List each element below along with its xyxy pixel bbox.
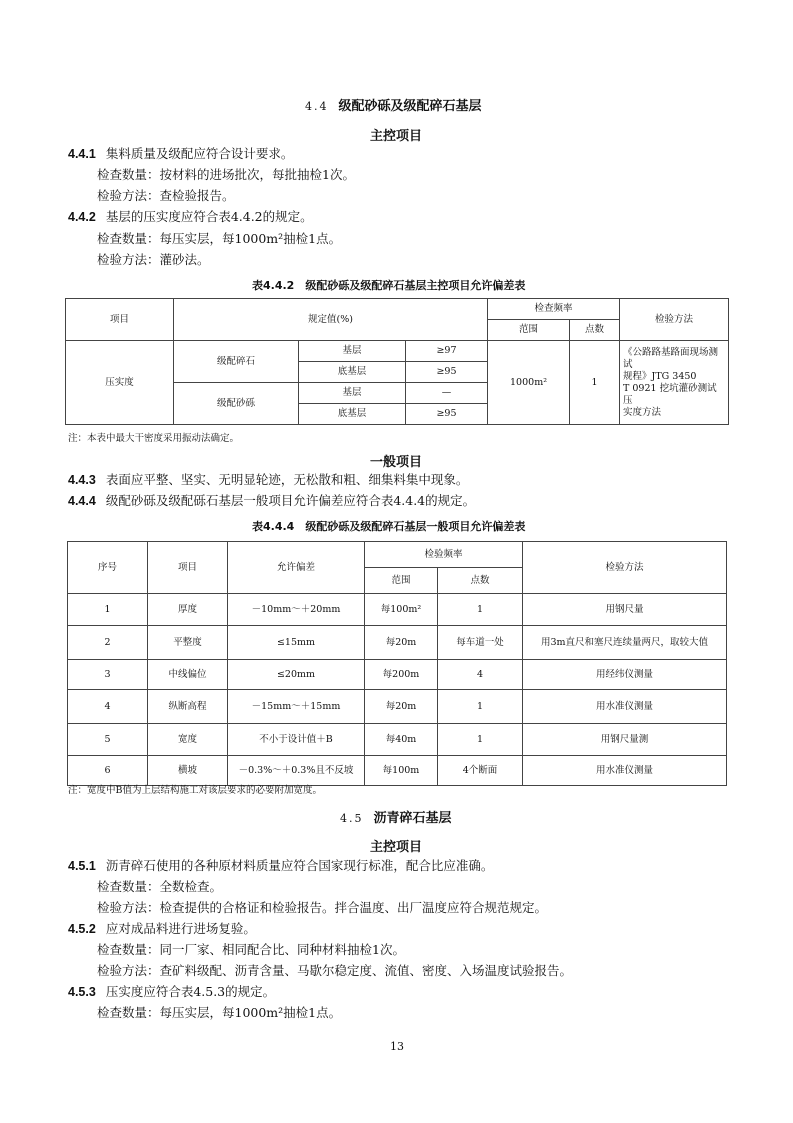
method-cell: 用3m直尺和塞尺连续量两尺，取较大值: [523, 626, 727, 660]
seq-cell: 3: [68, 660, 148, 690]
item-compaction: 压实度: [66, 341, 174, 425]
header-method: 检验方法: [620, 299, 729, 341]
table-row: [68, 594, 727, 626]
header-seq: 序号: [68, 542, 148, 594]
range-cell: 每20m: [365, 626, 438, 660]
item-cell: 横坡: [148, 756, 228, 786]
layer-cell: 基层: [299, 341, 406, 362]
table-row: [68, 690, 727, 724]
method-cell: 用钢尺量: [523, 594, 727, 626]
header-frequency: 检查频率: [488, 299, 620, 320]
section-title: 级配砂砾及级配碎石基层: [338, 99, 482, 114]
range-cell: 每40m: [365, 724, 438, 756]
tolerance-cell: 不小于设计值＋B: [228, 724, 365, 756]
material-graded-gravel-stone: 级配碎石: [174, 341, 299, 383]
clause-4-4-3: [68, 472, 468, 488]
tolerance-cell: ≤20mm: [228, 660, 365, 690]
item-cell: 纵断高程: [148, 690, 228, 724]
tolerance-cell: －15mm～＋15mm: [228, 690, 365, 724]
clause-4-5-3-quantity: 检查数量：每压实层，每1000m²抽检1点。: [97, 1005, 342, 1020]
header-method: 检验方法: [523, 542, 727, 594]
clause-4-4-4: [68, 493, 475, 509]
points-cell: 4: [438, 660, 523, 690]
item-cell: 宽度: [148, 724, 228, 756]
header-frequency: 检验频率: [365, 542, 523, 568]
clause-4-4-2-quantity: 检查数量：每压实层，每1000m²抽检1点。: [97, 231, 342, 246]
range-cell: 每100m²: [365, 594, 438, 626]
clause-4-4-2: [68, 209, 313, 225]
points-cell: 1: [438, 724, 523, 756]
clause-text: 级配砂砾及级配砾石基层一般项目允许偏差应符合表4.4.4的规定。: [105, 493, 476, 508]
method-line: 规程》JTG 3450: [623, 370, 697, 382]
clause-4-4-1-quantity: 检查数量：按材料的进场批次，每批抽检1次。: [97, 167, 355, 182]
clause-4-4-2-method: 检验方法：灌砂法。: [97, 252, 210, 267]
value-cell: ≥95: [406, 362, 488, 383]
tolerance-cell: －0.3%～＋0.3%且不反坡: [228, 756, 365, 786]
range-cell: 1000m²: [488, 341, 570, 425]
table-row: [68, 724, 727, 756]
clause-number: 4.4.1: [68, 147, 96, 161]
clause-4-5-1-method: 检验方法：检查提供的合格证和检验报告。拌合温度、出厂温度应符合规范规定。: [97, 900, 548, 915]
tolerance-cell: ≤15mm: [228, 626, 365, 660]
item-cell: 平整度: [148, 626, 228, 660]
header-item: 项目: [148, 542, 228, 594]
table-4-4-2-caption: 表4.4.2 级配砂砾及级配碎石基层主控项目允许偏差表: [252, 279, 526, 292]
method-cell: 用钢尺量测: [523, 724, 727, 756]
range-cell: 每100m: [365, 756, 438, 786]
clause-number: 4.5.3: [68, 985, 96, 999]
layer-cell: 底基层: [299, 362, 406, 383]
points-cell: 1: [570, 341, 620, 425]
layer-cell: 基层: [299, 383, 406, 404]
clause-4-4-1-method: 检验方法：查检验报告。: [97, 188, 235, 203]
section-4-4-heading: [305, 95, 482, 114]
clause-number: 4.4.4: [68, 494, 96, 508]
method-line: T 0921 挖坑灌砂测试压: [623, 382, 717, 406]
clause-4-5-2: [68, 921, 256, 937]
method-line: 《公路路基路面现场测试: [623, 346, 719, 370]
material-graded-sand-gravel: 级配砂砾: [174, 383, 299, 425]
tolerance-cell: －10mm～＋20mm: [228, 594, 365, 626]
points-cell: 1: [438, 594, 523, 626]
table-row: [68, 626, 727, 660]
seq-cell: 5: [68, 724, 148, 756]
method-cell: 用水准仪测量: [523, 756, 727, 786]
clause-number: 4.4.2: [68, 210, 96, 224]
header-points: 点数: [438, 568, 523, 594]
value-cell: ≥97: [406, 341, 488, 362]
header-spec: 规定值(%): [174, 299, 488, 341]
clause-text: 压实度应符合表4.5.3的规定。: [105, 984, 276, 999]
clause-4-4-1: [68, 146, 293, 162]
header-item: 项目: [66, 299, 174, 341]
page-number: 13: [390, 1040, 404, 1053]
header-range: 范围: [488, 320, 570, 341]
clause-4-5-1: [68, 858, 493, 874]
points-cell: 4个断面: [438, 756, 523, 786]
clause-number: 4.4.3: [68, 473, 96, 487]
table-4-4-2-note: 注：本表中最大干密度采用振动法确定。: [68, 433, 240, 444]
table-4-4-4-caption: 表4.4.4 级配砂砾及级配碎石基层一般项目允许偏差表: [252, 520, 526, 533]
clause-4-5-2-method: 检验方法：查矿料级配、沥青含量、马歇尔稳定度、流值、密度、入场温度试验报告。: [97, 963, 573, 978]
header-range: 范围: [365, 568, 438, 594]
seq-cell: 1: [68, 594, 148, 626]
clause-text: 沥青碎石使用的各种原材料质量应符合国家现行标准，配合比应准确。: [105, 858, 494, 873]
method-cell: 用水准仪测量: [523, 690, 727, 724]
clause-number: 4.5.2: [68, 922, 96, 936]
layer-cell: 底基层: [299, 404, 406, 425]
value-cell: —: [406, 383, 488, 404]
clause-text: 基层的压实度应符合表4.4.2的规定。: [105, 209, 313, 224]
clause-text: 表面应平整、坚实、无明显轮迹，无松散和粗、细集料集中现象。: [105, 472, 469, 487]
seq-cell: 6: [68, 756, 148, 786]
seq-cell: 2: [68, 626, 148, 660]
table-4-4-4: [67, 541, 727, 786]
section-number: 4.4: [305, 100, 329, 113]
item-cell: 厚度: [148, 594, 228, 626]
method-line: 实度方法: [623, 406, 662, 418]
clause-text: 应对成品料进行进场复验。: [105, 921, 256, 936]
header-tolerance: 允许偏差: [228, 542, 365, 594]
clause-4-5-2-quantity: 检查数量：同一厂家、相同配合比、同种材料抽检1次。: [97, 942, 405, 957]
method-cell: [620, 341, 729, 425]
clause-number: 4.5.1: [68, 859, 96, 873]
item-cell: 中线偏位: [148, 660, 228, 690]
table-row: [68, 660, 727, 690]
section-title: 沥青碎石基层: [373, 811, 452, 826]
main-items-heading: 主控项目: [370, 129, 423, 144]
table-4-4-4-note: 注：宽度中B值为上层结构施工对该层要求的必要附加宽度。: [68, 785, 322, 796]
clause-text: 集料质量及级配应符合设计要求。: [105, 146, 294, 161]
general-items-heading: 一般项目: [370, 455, 423, 470]
range-cell: 每200m: [365, 660, 438, 690]
value-cell: ≥95: [406, 404, 488, 425]
table-4-4-2: [65, 298, 729, 425]
points-cell: 1: [438, 690, 523, 724]
section-4-5-heading: [340, 807, 452, 826]
clause-4-5-1-quantity: 检查数量：全数检查。: [97, 879, 223, 894]
clause-4-5-3: [68, 984, 275, 1000]
header-points: 点数: [570, 320, 620, 341]
range-cell: 每20m: [365, 690, 438, 724]
seq-cell: 4: [68, 690, 148, 724]
method-cell: 用经纬仪测量: [523, 660, 727, 690]
table-row: [68, 756, 727, 786]
points-cell: 每车道一处: [438, 626, 523, 660]
main-items-heading: 主控项目: [370, 840, 423, 855]
section-number: 4.5: [340, 812, 364, 825]
